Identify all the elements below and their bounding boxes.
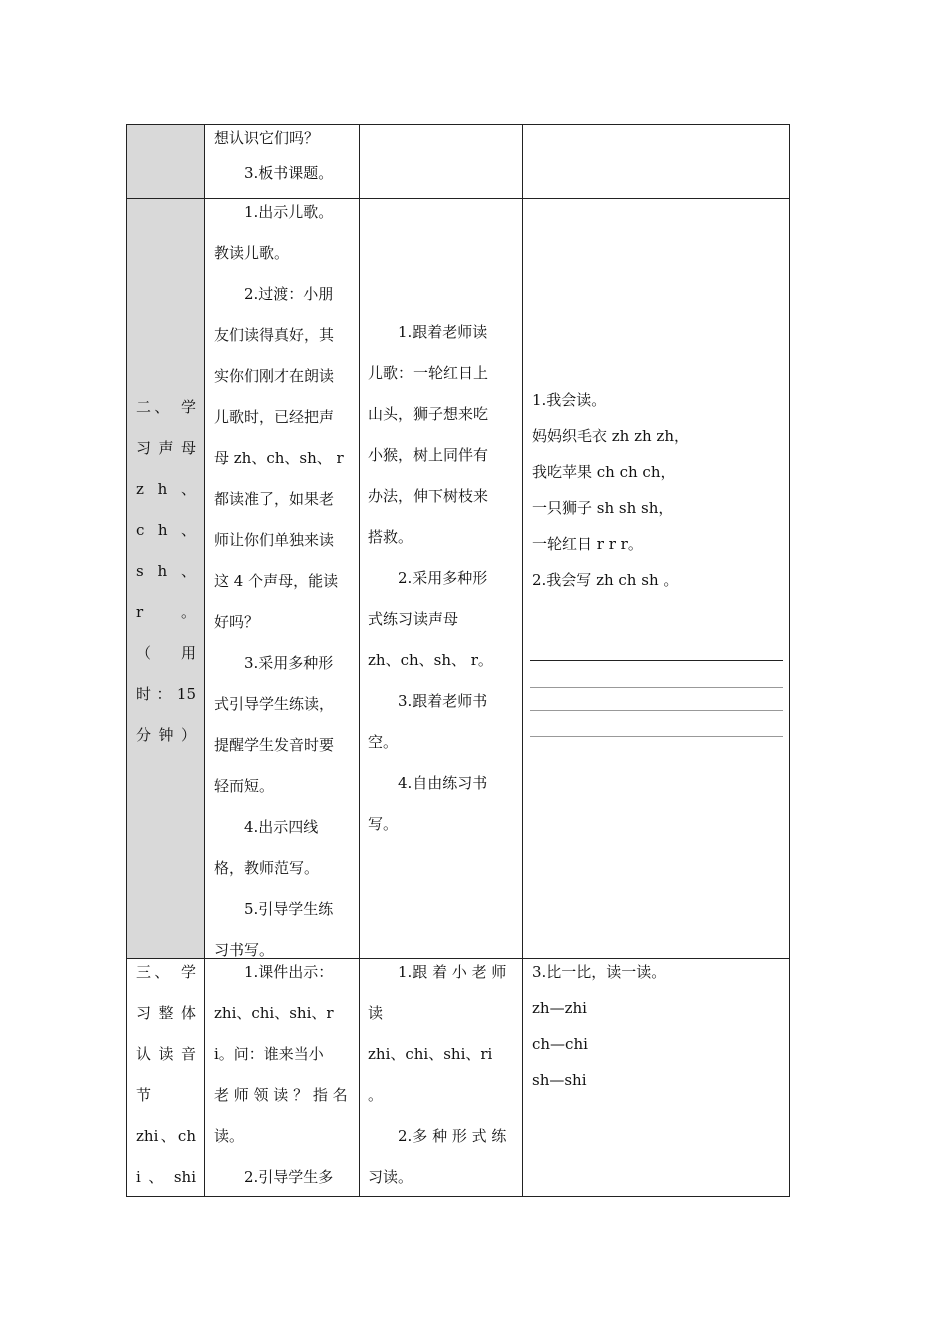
stage-title-line: 节 (136, 1086, 152, 1104)
teacher-activity-line: 提醒学生发音时要 (214, 736, 335, 754)
teacher-activity-line: 轻而短。 (214, 777, 275, 795)
stage-title-line: 时 ： 15 (136, 685, 196, 703)
row1-teacher-line-1: 想认识它们吗？ (214, 129, 320, 147)
student-activity-line: zhi、chi、shi、ri (368, 1045, 493, 1063)
stage-title-line: 认 读 音 (136, 1045, 196, 1063)
teacher-activity-line: 教读儿歌。 (214, 244, 290, 262)
student-activity-line: 式练习读声母 (368, 610, 459, 628)
teacher-activity-line: 好吗？ (214, 613, 260, 631)
stage-title-line: 三、 学 (136, 963, 196, 981)
stage-title-line: c h 、 (136, 521, 196, 539)
row3-stage-cell (136, 952, 196, 1198)
stage-title-line: s h 、 (136, 562, 196, 580)
row2-teacher-cell (214, 192, 352, 971)
teacher-activity-line: zhi、chi、shi、r (214, 1004, 334, 1022)
stage-title-line: 分钟） (136, 726, 196, 744)
row2-stage-cell (136, 387, 196, 756)
writing-grid-line-4 (530, 736, 783, 737)
student-activity-line: 习读。 (368, 1168, 414, 1186)
stage-column-shade-row1 (127, 125, 204, 198)
resource-line: ch—chi (532, 1035, 588, 1053)
table-col-divider-1 (204, 124, 205, 1197)
teacher-activity-line: 3.采用多种形 (244, 654, 334, 672)
table-col-divider-2 (359, 124, 360, 1197)
student-activity-line: 办法，伸下树枝来 (368, 487, 489, 505)
teacher-activity-line: i。问：谁来当小 (214, 1045, 324, 1063)
student-activity-line: 山头，狮子想来吃 (368, 405, 489, 423)
student-activity-line: zh、ch、sh、 r。 (368, 651, 493, 669)
teacher-activity-line: 实你们刚才在朗读 (214, 367, 335, 385)
teacher-activity-line: 2.引导学生多 (244, 1168, 334, 1186)
row3-student-cell (368, 952, 514, 1198)
stage-title-line: （ 用 (136, 644, 196, 662)
teacher-activity-line: 都读准了，如果老 (214, 490, 335, 508)
table-border-right (789, 124, 790, 1197)
writing-grid-line-2 (530, 687, 783, 688)
teacher-activity-line: 1.出示儿歌。 (244, 203, 334, 221)
teacher-activity-line: 2.过渡：小朋 (244, 285, 334, 303)
stage-title-line: 二、 学 (136, 398, 196, 416)
resource-line: sh—shi (532, 1071, 587, 1089)
student-activity-line: 空。 (368, 733, 399, 751)
student-activity-line: 2.采用多种形 (398, 569, 488, 587)
stage-title-line: 习 声 母 (136, 439, 196, 457)
student-activity-line: 3.跟着老师书 (398, 692, 488, 710)
teacher-activity-line: 习书写。 (214, 941, 275, 959)
teacher-activity-line: 友们读得真好，其 (214, 326, 335, 344)
resource-line: 3.比一比，读一读。 (532, 963, 667, 981)
teacher-activity-line: 格，教师范写。 (214, 859, 320, 877)
stage-title-line: r 。 (136, 603, 196, 621)
student-activity-line: 小猴，树上同伴有 (368, 446, 489, 464)
teacher-activity-line: 这 4 个声母，能读 (214, 572, 339, 590)
student-activity-line: 1.跟 着 小 老 师 (398, 963, 507, 981)
student-activity-line: 读 (368, 1004, 384, 1022)
teacher-activity-line: 1.课件出示： (244, 963, 334, 981)
stage-title-line: z h 、 (136, 480, 196, 498)
teacher-activity-line: 5.引导学生练 (244, 900, 334, 918)
row1-teacher-cell (214, 118, 354, 194)
table-border-left (126, 124, 127, 1197)
stage-title-line: i 、 shi (136, 1168, 196, 1186)
student-activity-line: 1.跟着老师读 (398, 323, 488, 341)
stage-title-line: zhi、ch (136, 1127, 196, 1145)
row1-teacher-line-2: 3.板书课题。 (244, 164, 334, 182)
resource-line: 2.我会写 zh ch sh 。 (532, 571, 679, 589)
resource-line: zh—zhi (532, 999, 587, 1017)
table-col-divider-3 (522, 124, 523, 1197)
teacher-activity-line: 儿歌时，已经把声 (214, 408, 335, 426)
student-activity-line: 4.自由练习书 (398, 774, 488, 792)
writing-grid-line-1 (530, 660, 783, 661)
student-activity-line: 搭救。 (368, 528, 414, 546)
resource-line: 一轮红日 r r r。 (532, 535, 643, 553)
row3-resources-cell (532, 954, 782, 1098)
student-activity-line: 。 (368, 1086, 384, 1104)
row2-student-cell (368, 312, 508, 845)
teacher-activity-line: 师让你们单独来读 (214, 531, 335, 549)
resource-line: 妈妈织毛衣 zh zh zh， (532, 427, 689, 445)
resource-line: 一只狮子 sh sh sh， (532, 499, 674, 517)
resource-line: 1.我会读。 (532, 391, 607, 409)
teacher-activity-line: 式引导学生练读， (214, 695, 335, 713)
teacher-activity-line: 4.出示四线 (244, 818, 319, 836)
teacher-activity-line: 读。 (214, 1127, 245, 1145)
student-activity-line: 2.多 种 形 式 练 (398, 1127, 507, 1145)
teacher-activity-line: 老 师 领 读 ？ 指 名 (214, 1086, 348, 1104)
resource-line: 我吃苹果 ch ch ch， (532, 463, 676, 481)
row3-teacher-cell (214, 952, 350, 1198)
student-activity-line: 写。 (368, 815, 399, 833)
writing-grid-line-3 (530, 710, 783, 711)
stage-title-line: 习 整 体 (136, 1004, 196, 1022)
row2-resources-cell (532, 382, 782, 598)
student-activity-line: 儿歌：一轮红日上 (368, 364, 489, 382)
teacher-activity-line: 母 zh、ch、sh、 r (214, 449, 344, 467)
